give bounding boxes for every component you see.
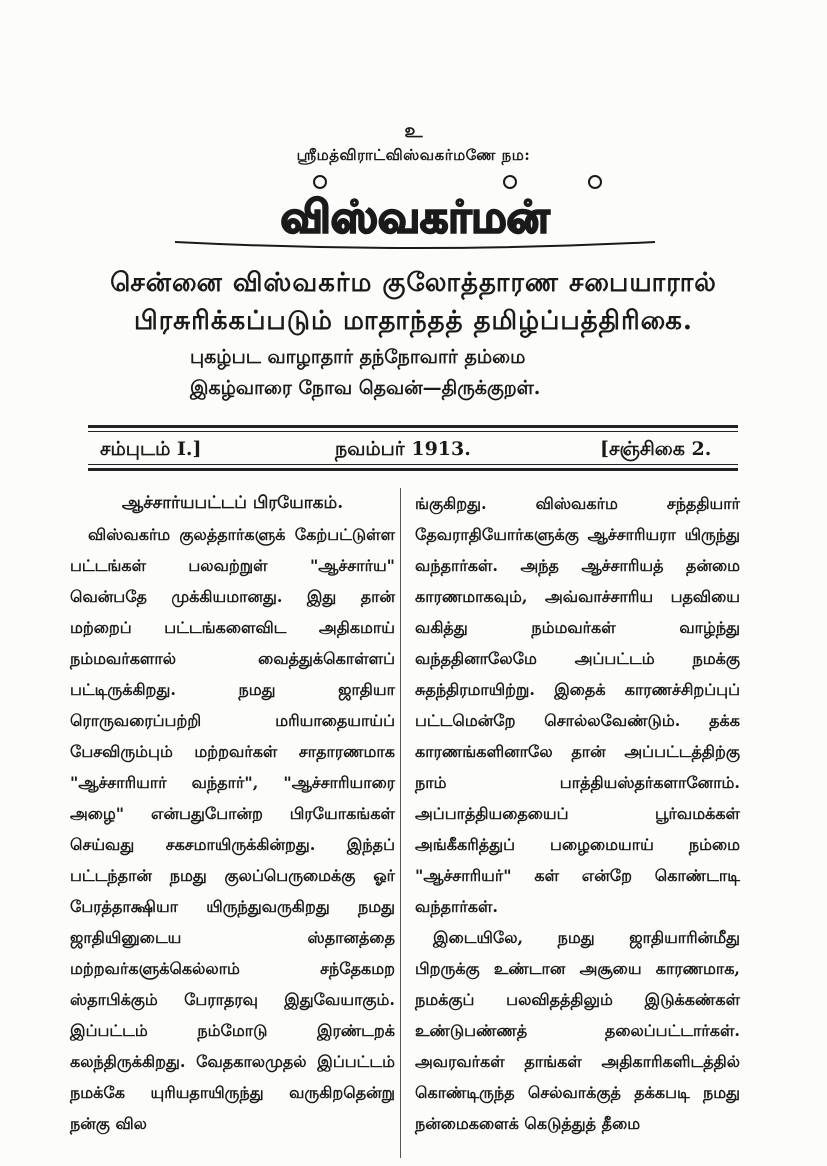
volume-number: சம்புடம் I.] bbox=[100, 438, 202, 460]
invocation-line: ஸ்ரீமத்விராட்விஸ்வகர்மணே நம: bbox=[296, 146, 531, 164]
epigraph-line-1: புகழ்பட வாழாதார் தந்நோவார் தம்மை bbox=[190, 346, 526, 368]
society-line-2: பிரசுரிக்கப்படும் மாதாந்தத் தமிழ்ப்பத்திரிகை. bbox=[134, 306, 693, 336]
issue-date: நவம்பர் 1913. bbox=[335, 438, 471, 460]
rule-thin-top bbox=[88, 431, 738, 432]
rule-thin-bottom bbox=[88, 464, 738, 465]
article-heading: ஆச்சார்யபட்டப் பிரயோகம். bbox=[121, 493, 344, 513]
invocation-mark: உ bbox=[404, 118, 423, 142]
article-paragraph: இடையிலே, நமது ஜாதியாரின்மீது பிறருக்கு உண்டான அசூயை காரணமாக, நமக்குப் பலவிதத்திலும் இடுக்கண்கள் உண்டுபண்ணத் தலைப்பட்டார்கள். அவரவர்கள் தாங்கள் அதிகாரிகளிடத்தில் கொண்டிருந்த செல்வாக்குத் தக்கபடி நமது நன்மைகளைக் கெடுத்துத் தீமை bbox=[415, 928, 740, 1133]
column-divider bbox=[400, 488, 401, 1158]
masthead-title-text: விஸ்வகர்மன் bbox=[280, 192, 550, 243]
article-column-right bbox=[415, 488, 740, 1139]
rule-thick-bottom bbox=[88, 468, 738, 471]
article-paragraph: ங்குகிறது. விஸ்வகர்ம சந்ததியார் தேவராதியோர்களுக்கு ஆச்சாரியரா யிருந்து வந்தார்கள். அந்த ஆச்சாரியத் தன்மை காரணமாகவும், அவ்வாச்சாரிய பதவியை வகித்து நம்மவர்கள் வாழ்ந்து வந்ததினாலேமே அப்பட்டம் நமக்கு சுதந்திரமாயிற்று. இதைக் காரணச்சிறப்புப் பட்டமென்றே சொல்லவேண்டும். தக்க காரணங்களினாலே தான் அப்பட்டத்திற்கு நாம் பாத்தியஸ்தர்களானோம். அப்பாத்தியதையைப் பூர்வமக்கள் அங்கீகரித்துப் பழைமையாய் நம்மை "ஆச்சாரியர்" கள் என்றே கொண்டாடி வந்தார்கள். bbox=[415, 494, 740, 916]
article-column-left bbox=[70, 488, 395, 1139]
society-line-1: சென்னை விஸ்வகர்ம குலோத்தாரண சபையாரால் bbox=[110, 268, 717, 298]
masthead-title bbox=[170, 172, 660, 252]
masthead-logo bbox=[170, 172, 660, 252]
rule-thick-top bbox=[88, 425, 738, 428]
issue-number: [சஞ்சிகை 2. bbox=[600, 438, 712, 460]
epigraph-line-2: இகழ்வாரை நோவ தெவன்—திருக்குறள். bbox=[190, 377, 541, 399]
article-paragraph: விஸ்வகர்ம குலத்தார்களுக் கேற்பட்டுள்ள பட்டங்கள் பலவற்றுள் "ஆச்சார்ய" வென்பதே முக்கியமானது. இது தான் மற்றைப் பட்டங்களைவிட அதிகமாய் நம்மவர்களால் வைத்துக்கொள்ளப் பட்டிருக்கிறது. நமது ஜாதியா ரொருவரைப்பற்றி மரியாதையாய்ப் பேசவிரும்பும் மற்றவர்கள் சாதாரணமாக "ஆச்சாரியார் வந்தார்", "ஆச்சாரியாரை அழை" என்பதுபோன்ற பிரயோகங்கள் செய்வது சகசமாயிருக்கின்றது. இந்தப் பட்டந்தான் நமது குலப்பெருமைக்கு ஓர் பேரத்தாக்ஷியா யிருந்துவருகிறது நமது ஜாதியினுடைய ஸ்தானத்தை மற்றவர்களுக்கெல்லாம் சந்தேகமற ஸ்தாபிக்கும் பேராதரவு இதுவேயாகும். இப்பட்டம் நம்மோடு இரண்டறக் கலந்திருக்கிறது. வேதகாலமுதல் இப்பட்டம் நமக்கே யுரியதாயிருந்து வருகிறதென்று நன்கு வில bbox=[70, 525, 395, 1133]
